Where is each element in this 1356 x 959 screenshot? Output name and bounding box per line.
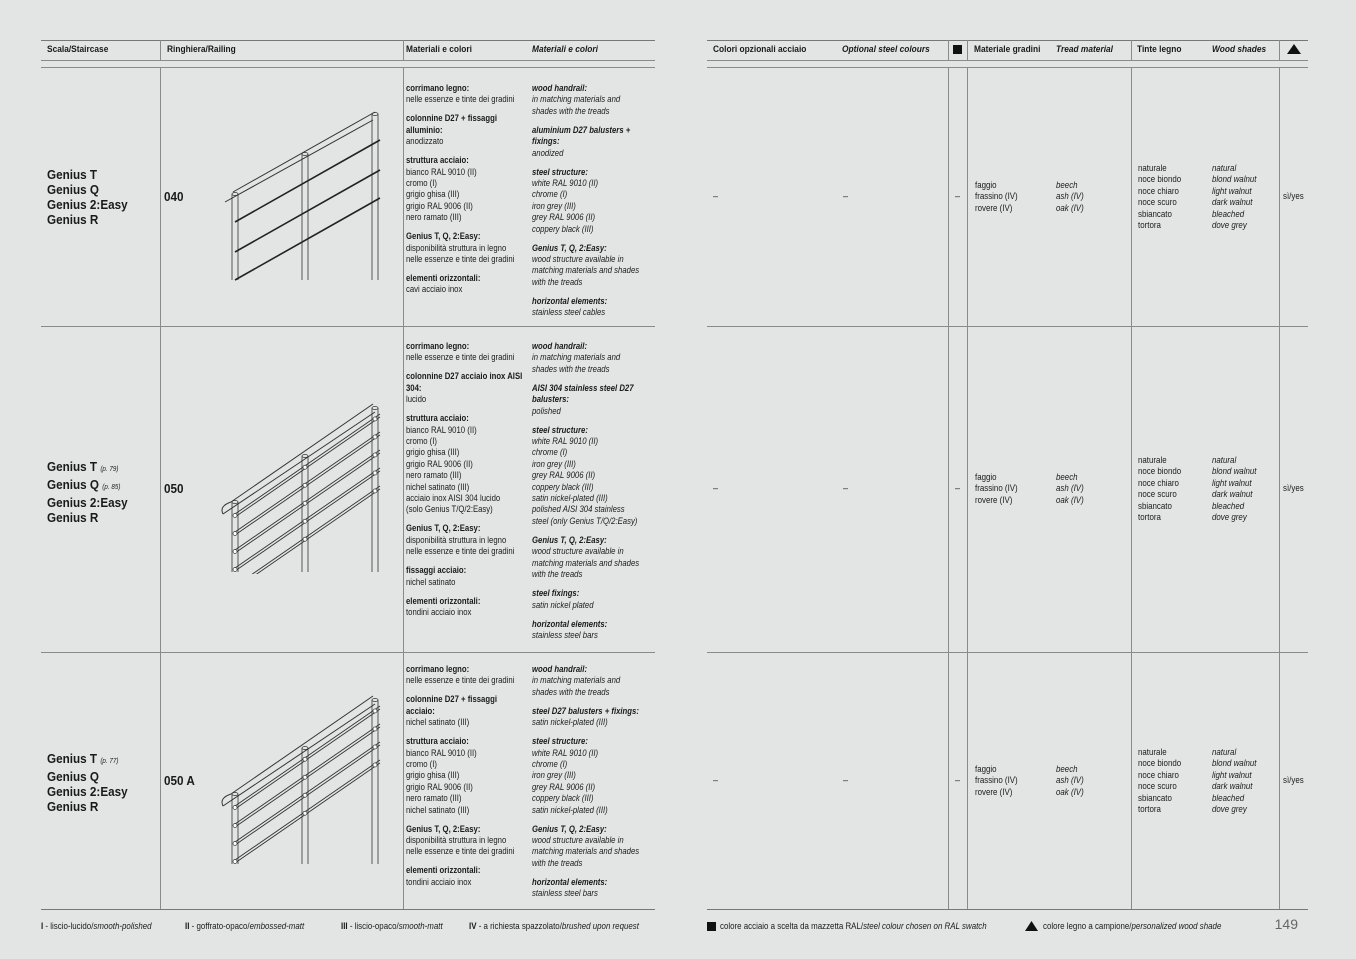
material-title: Genius T, Q, 2:Easy: xyxy=(532,534,607,545)
wood-item: light walnut xyxy=(1212,185,1252,196)
material-title: corrimano legno: xyxy=(406,83,470,93)
material-title: wood handrail: xyxy=(532,664,588,674)
tread_en-list xyxy=(1056,472,1084,506)
model-label: Genius Q xyxy=(47,182,100,197)
tread-item: rovere (IV) xyxy=(975,786,1013,797)
model-name xyxy=(47,769,128,784)
materials-column-it xyxy=(406,664,526,896)
tread-item: beech xyxy=(1056,472,1078,482)
material-line: disponibilità struttura in legno xyxy=(406,835,507,846)
materials-column-en xyxy=(532,664,652,907)
material-line: matching materials and shades xyxy=(532,846,640,857)
material-title: horizontal elements: xyxy=(532,876,608,887)
tread-item: faggio xyxy=(975,180,997,190)
material-block xyxy=(406,824,526,858)
wood_en-list xyxy=(1212,163,1256,231)
wood-item: light walnut xyxy=(1212,769,1252,780)
tread-item: frassino (IV) xyxy=(975,483,1018,494)
model-label: Genius R xyxy=(47,212,99,227)
material-line: iron grey (III) xyxy=(532,770,576,781)
material-line: nelle essenze e tinte dei gradini xyxy=(406,546,515,557)
material-line: in matching materials and xyxy=(532,675,621,686)
tread-item: beech xyxy=(1056,764,1078,774)
material-line: grigio RAL 9006 (II) xyxy=(406,458,473,469)
material-line: matching materials and shades xyxy=(532,557,640,568)
material-block xyxy=(406,736,526,816)
material-line: wood structure available in xyxy=(532,254,624,265)
material-line: cavi acciaio inox xyxy=(406,284,463,295)
material-block xyxy=(532,877,652,900)
wood-item: bleached xyxy=(1212,792,1245,803)
material-title: Genius T, Q, 2:Easy: xyxy=(406,231,481,242)
material-line: cromo (I) xyxy=(406,759,437,770)
wood-item: natural xyxy=(1212,747,1237,757)
material-title: Genius T, Q, 2:Easy: xyxy=(532,242,607,253)
staircase-models xyxy=(47,459,128,525)
square-value: – xyxy=(955,191,961,201)
material-line: grey RAL 9006 (II) xyxy=(532,470,596,481)
material-line: polished AISI 304 stainless xyxy=(532,504,625,515)
model-label: Genius Q xyxy=(47,477,100,492)
material-block xyxy=(532,824,652,870)
material-line: stainless steel bars xyxy=(532,888,598,899)
material-line: disponibilità struttura in legno xyxy=(406,534,507,545)
material-line: anodizzato xyxy=(406,136,444,147)
material-line: white RAL 9010 (II) xyxy=(532,747,599,758)
material-line: nelle essenze e tinte dei gradini xyxy=(406,675,515,686)
material-title: horizontal elements: xyxy=(532,295,608,306)
material-line: cromo (I) xyxy=(406,436,437,447)
railing-drawing xyxy=(215,394,385,574)
material-block xyxy=(532,664,652,698)
wood-item: dove grey xyxy=(1212,512,1247,523)
wood-item: naturale xyxy=(1138,163,1167,173)
wood-item: dove grey xyxy=(1212,220,1247,231)
wood-item: sbiancato xyxy=(1138,792,1172,803)
model-name xyxy=(47,799,128,814)
model-name xyxy=(47,510,128,525)
model-label: Genius 2:Easy xyxy=(47,495,128,510)
tread-item: rovere (IV) xyxy=(975,202,1013,213)
material-block xyxy=(532,383,652,417)
material-line: bianco RAL 9010 (II) xyxy=(406,166,477,177)
material-line: bianco RAL 9010 (II) xyxy=(406,424,477,435)
legend-triangle: colore legno a campione/personalized wood shade xyxy=(1043,921,1222,931)
model-label: Genius Q xyxy=(47,769,100,784)
wood-item: blond walnut xyxy=(1212,758,1257,769)
material-line: grigio RAL 9006 (II) xyxy=(406,781,473,792)
material-line: disponibilità struttura in legno xyxy=(406,242,507,253)
tread-item: oak (IV) xyxy=(1056,494,1084,505)
material-line: chrome (I) xyxy=(532,189,568,200)
personalized-value: sì/yes xyxy=(1283,191,1304,201)
railing-code: 040 xyxy=(164,189,184,204)
material-title: corrimano legno: xyxy=(406,664,470,674)
material-title: Genius T, Q, 2:Easy: xyxy=(532,823,607,834)
material-line: shades with the treads xyxy=(532,363,610,374)
header-materials-it: Materiali e colori xyxy=(406,44,472,55)
tread-item: faggio xyxy=(975,472,997,482)
wood-item: noce chiaro xyxy=(1138,185,1179,196)
material-title: wood handrail: xyxy=(532,341,588,351)
material-line: nelle essenze e tinte dei gradini xyxy=(406,352,515,363)
material-line: nero ramato (III) xyxy=(406,212,462,223)
wood-item: noce biondo xyxy=(1138,758,1182,769)
wood-item: bleached xyxy=(1212,500,1245,511)
materials-column-en xyxy=(532,83,652,326)
material-title: horizontal elements: xyxy=(532,618,608,629)
material-line: in matching materials and xyxy=(532,352,621,363)
material-block xyxy=(406,83,526,106)
page-ref: (p. 85) xyxy=(102,484,121,491)
material-block xyxy=(532,341,652,375)
model-name xyxy=(47,212,128,227)
wood_it-list xyxy=(1138,455,1181,523)
model-label: Genius R xyxy=(47,799,99,814)
material-line: cromo (I) xyxy=(406,178,437,189)
material-title: corrimano legno: xyxy=(406,341,470,351)
material-block xyxy=(532,296,652,319)
triangle-icon xyxy=(1287,44,1301,55)
material-line: polished xyxy=(532,405,561,416)
material-title: elementi orizzontali: xyxy=(406,865,481,876)
material-title: elementi orizzontali: xyxy=(406,595,481,606)
page-number: 149 xyxy=(1274,916,1298,932)
materials-column-en xyxy=(532,341,652,649)
header-optional-it: Colori opzionali acciaio xyxy=(713,44,807,55)
wood-item: light walnut xyxy=(1212,477,1252,488)
tread_it-list xyxy=(975,180,1018,214)
material-title: struttura acciaio: xyxy=(406,155,469,166)
header-wood-en: Wood shades xyxy=(1212,44,1267,55)
wood_en-list xyxy=(1212,747,1256,815)
material-line: bianco RAL 9010 (II) xyxy=(406,747,477,758)
wood-item: bleached xyxy=(1212,208,1245,219)
material-line: nelle essenze e tinte dei gradini xyxy=(406,846,515,857)
header-railing: Ringhiera/Railing xyxy=(167,44,236,55)
tread-item: ash (IV) xyxy=(1056,483,1084,494)
material-line: with the treads xyxy=(532,857,583,868)
material-title: steel structure: xyxy=(532,424,588,435)
wood-item: blond walnut xyxy=(1212,174,1257,185)
material-line: satin nickel-plated (III) xyxy=(532,804,608,815)
model-name xyxy=(47,477,128,495)
page-ref: (p. 79) xyxy=(100,466,119,473)
model-label: Genius R xyxy=(47,510,99,525)
wood-item: naturale xyxy=(1138,747,1167,757)
material-title: elementi orizzontali: xyxy=(406,273,481,284)
personalized-value: sì/yes xyxy=(1283,775,1304,785)
material-block xyxy=(406,273,526,296)
material-block xyxy=(406,113,526,147)
square-value: – xyxy=(955,775,961,785)
wood_it-list xyxy=(1138,747,1181,815)
material-line: satin nickel-plated (III) xyxy=(532,493,608,504)
model-label: Genius 2:Easy xyxy=(47,784,128,799)
material-block xyxy=(532,706,652,729)
material-line: stainless steel bars xyxy=(532,629,598,640)
material-line: coppery black (III) xyxy=(532,793,594,804)
square-icon xyxy=(707,922,716,931)
material-title: fissaggi acciaio: xyxy=(406,565,467,576)
square-value: – xyxy=(955,483,961,493)
tread_it-list xyxy=(975,472,1018,506)
wood-item: tortora xyxy=(1138,804,1161,815)
material-block xyxy=(532,619,652,642)
material-line: iron grey (III) xyxy=(532,458,576,469)
staircase-models xyxy=(47,167,128,227)
material-block xyxy=(532,425,652,528)
wood-item: noce biondo xyxy=(1138,466,1182,477)
wood-item: noce scuro xyxy=(1138,197,1177,208)
material-line: tondini acciaio inox xyxy=(406,607,472,618)
legend-item-3: III - liscio-opaco/smooth-matt xyxy=(341,921,443,931)
legend-item-2: II - goffrato-opaco/embossed-matt xyxy=(185,921,305,931)
material-line: nichel satinato (III) xyxy=(406,481,470,492)
material-block xyxy=(406,565,526,588)
material-line: with the treads xyxy=(532,276,583,287)
header-wood-it: Tinte legno xyxy=(1137,44,1182,55)
optional-en-value: – xyxy=(843,191,849,201)
material-title: struttura acciaio: xyxy=(406,413,469,424)
material-block xyxy=(532,535,652,581)
material-line: nero ramato (III) xyxy=(406,793,462,804)
material-line: matching materials and shades xyxy=(532,265,640,276)
header-tread-it: Materiale gradini xyxy=(974,44,1041,55)
material-line: grigio ghisa (III) xyxy=(406,447,460,458)
material-line: anodized xyxy=(532,147,564,158)
material-title: steel structure: xyxy=(532,736,588,747)
optional-it-value: – xyxy=(713,191,719,201)
material-block xyxy=(532,243,652,289)
model-name xyxy=(47,751,128,769)
material-block xyxy=(406,231,526,265)
tread-item: faggio xyxy=(975,764,997,774)
optional-en-value: – xyxy=(843,775,849,785)
tread-item: beech xyxy=(1056,180,1078,190)
header-optional-en: Optional steel colours xyxy=(842,44,930,55)
material-title: Genius T, Q, 2:Easy: xyxy=(406,823,481,834)
materials-column-it xyxy=(406,83,526,303)
tread_it-list xyxy=(975,764,1018,798)
material-block xyxy=(532,83,652,117)
material-line: stainless steel cables xyxy=(532,307,606,318)
wood-item: natural xyxy=(1212,455,1237,465)
tread-item: ash (IV) xyxy=(1056,775,1084,786)
tread-item: ash (IV) xyxy=(1056,191,1084,202)
material-line: white RAL 9010 (II) xyxy=(532,436,599,447)
material-line: grigio RAL 9006 (II) xyxy=(406,200,473,211)
wood-item: tortora xyxy=(1138,512,1161,523)
wood-item: dark walnut xyxy=(1212,781,1253,792)
material-block xyxy=(406,371,526,405)
material-title: steel D27 balusters + fixings: xyxy=(532,705,639,716)
wood-item: natural xyxy=(1212,163,1237,173)
legend-square: colore acciaio a scelta da mazzetta RAL/steel colour chosen on RAL swatch xyxy=(720,921,987,931)
material-line: nichel satinato (III) xyxy=(406,804,470,815)
model-label: Genius T xyxy=(47,751,98,766)
material-line: shades with the treads xyxy=(532,686,610,697)
material-block xyxy=(406,413,526,516)
optional-it-value: – xyxy=(713,483,719,493)
material-line: nichel satinato xyxy=(406,576,456,587)
material-title: steel fixings: xyxy=(532,588,580,599)
legend-item-1: I - liscio-lucido/smooth-polished xyxy=(41,921,152,931)
material-line: lucido xyxy=(406,394,427,405)
material-line: nichel satinato (III) xyxy=(406,717,470,728)
model-name xyxy=(47,495,128,510)
model-name xyxy=(47,197,128,212)
material-line: coppery black (III) xyxy=(532,223,594,234)
wood-item: sbiancato xyxy=(1138,500,1172,511)
material-block xyxy=(532,125,652,159)
wood-item: noce chiaro xyxy=(1138,477,1179,488)
material-line: wood structure available in xyxy=(532,835,624,846)
wood-item: naturale xyxy=(1138,455,1167,465)
optional-it-value: – xyxy=(713,775,719,785)
model-label: Genius T xyxy=(47,459,98,474)
optional-en-value: – xyxy=(843,483,849,493)
model-name xyxy=(47,459,128,477)
wood-item: noce scuro xyxy=(1138,489,1177,500)
header-tread-en: Tread material xyxy=(1056,44,1114,55)
tread-item: oak (IV) xyxy=(1056,202,1084,213)
tread_en-list xyxy=(1056,180,1084,214)
triangle-icon xyxy=(1025,921,1038,931)
wood-item: dove grey xyxy=(1212,804,1247,815)
model-label: Genius 2:Easy xyxy=(47,197,128,212)
tread-item: frassino (IV) xyxy=(975,191,1018,202)
material-line: grey RAL 9006 (II) xyxy=(532,212,596,223)
material-line: satin nickel-plated (III) xyxy=(532,717,608,728)
material-block xyxy=(406,865,526,888)
model-name xyxy=(47,167,128,182)
material-line: with the treads xyxy=(532,569,583,580)
header-materials-en: Materiali e colori xyxy=(532,44,598,55)
legend-item-4: IV - a richiesta spazzolato/brushed upon request xyxy=(469,921,639,931)
material-line: in matching materials and xyxy=(532,94,621,105)
square-icon xyxy=(953,45,962,54)
material-block xyxy=(532,736,652,816)
railing-drawing xyxy=(215,686,385,866)
material-line: chrome (I) xyxy=(532,447,568,458)
material-line: white RAL 9010 (II) xyxy=(532,178,599,189)
material-line: nero ramato (III) xyxy=(406,470,462,481)
model-name xyxy=(47,784,128,799)
material-line: wood structure available in xyxy=(532,546,624,557)
material-title: aluminium D27 balusters + fixings: xyxy=(532,124,631,147)
material-line: nelle essenze e tinte dei gradini xyxy=(406,94,515,105)
wood-item: sbiancato xyxy=(1138,208,1172,219)
material-line: coppery black (III) xyxy=(532,481,594,492)
material-title: struttura acciaio: xyxy=(406,736,469,747)
material-line: grigio ghisa (III) xyxy=(406,770,460,781)
materials-column-it xyxy=(406,341,526,626)
material-block xyxy=(406,155,526,223)
wood-item: noce scuro xyxy=(1138,781,1177,792)
wood_it-list xyxy=(1138,163,1181,231)
material-line: grigio ghisa (III) xyxy=(406,189,460,200)
material-line: iron grey (III) xyxy=(532,200,576,211)
material-block xyxy=(406,341,526,364)
material-line: steel (only Genius T/Q/2:Easy) xyxy=(532,515,638,526)
material-block xyxy=(406,694,526,728)
staircase-models xyxy=(47,751,128,814)
material-block xyxy=(532,588,652,611)
material-title: colonnine D27 + fissaggi alluminio: xyxy=(406,113,497,135)
tread_en-list xyxy=(1056,764,1084,798)
model-label: Genius T xyxy=(47,167,98,182)
material-line: shades with the treads xyxy=(532,105,610,116)
material-title: colonnine D27 + fissaggi acciaio: xyxy=(406,694,497,716)
railing-drawing xyxy=(215,102,385,282)
material-line: nelle essenze e tinte dei gradini xyxy=(406,254,515,265)
wood-item: dark walnut xyxy=(1212,489,1253,500)
material-line: acciaio inox AISI 304 lucido xyxy=(406,493,501,504)
page-ref: (p. 77) xyxy=(100,758,119,765)
material-line: satin nickel plated xyxy=(532,599,594,610)
material-title: steel structure: xyxy=(532,166,588,177)
railing-code: 050 xyxy=(164,481,184,496)
wood-item: noce chiaro xyxy=(1138,769,1179,780)
wood-item: tortora xyxy=(1138,220,1161,231)
material-line: chrome (I) xyxy=(532,759,568,770)
personalized-value: sì/yes xyxy=(1283,483,1304,493)
material-title: wood handrail: xyxy=(532,83,588,93)
tread-item: frassino (IV) xyxy=(975,775,1018,786)
material-block xyxy=(406,523,526,557)
wood_en-list xyxy=(1212,455,1256,523)
header-staircase: Scala/Staircase xyxy=(47,44,109,55)
wood-item: blond walnut xyxy=(1212,466,1257,477)
wood-item: dark walnut xyxy=(1212,197,1253,208)
material-line: (solo Genius T/Q/2:Easy) xyxy=(406,504,493,515)
railing-code: 050 A xyxy=(164,773,195,788)
tread-item: rovere (IV) xyxy=(975,494,1013,505)
tread-item: oak (IV) xyxy=(1056,786,1084,797)
material-line: grey RAL 9006 (II) xyxy=(532,781,596,792)
material-line: tondini acciaio inox xyxy=(406,876,472,887)
material-block xyxy=(406,596,526,619)
material-block xyxy=(406,664,526,687)
wood-item: noce biondo xyxy=(1138,174,1182,185)
material-title: AISI 304 stainless steel D27 balusters: xyxy=(532,382,634,405)
model-name xyxy=(47,182,128,197)
material-block xyxy=(532,167,652,235)
material-title: Genius T, Q, 2:Easy: xyxy=(406,523,481,534)
material-title: colonnine D27 acciaio inox AISI 304: xyxy=(406,371,523,393)
